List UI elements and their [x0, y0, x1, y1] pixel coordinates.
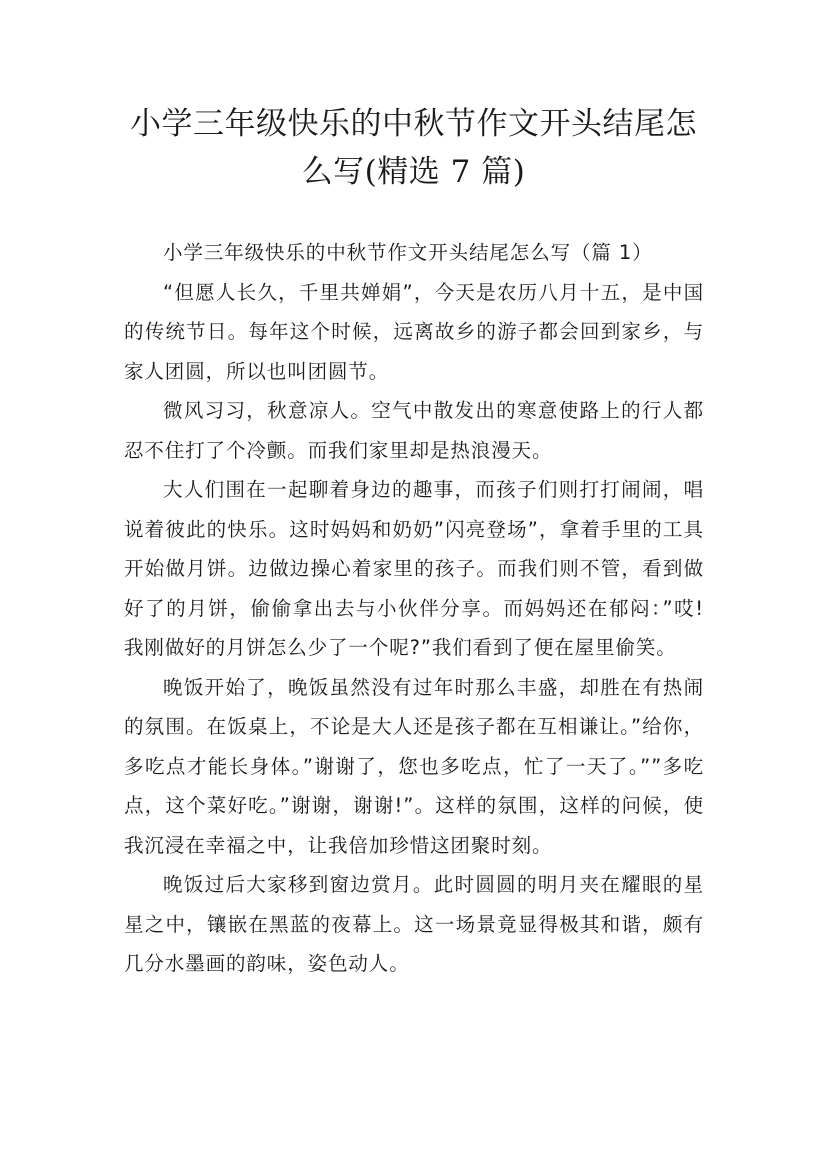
paragraph-2: 微风习习，秋意凉人。空气中散发出的寒意使路上的行人都忍不住打了个冷颤。而我们家里却是热浪漫天。 [124, 399, 704, 462]
paragraph-3: 大人们围在一起聊着身边的趣事，而孩子们则打打闹闹，唱说着彼此的快乐。这时妈妈和奶奶”闪亮登场”，拿着手里的工具开始做月饼。边做边操心着家里的孩子。而我们则不管，看到做好了的月饼，偷偷拿出去与小伙伴分享。而妈妈还在郁闷：”哎!我刚做好的月饼怎么少了一个呢?”我们看到了便在屋里偷笑。 [124, 478, 704, 659]
document-title: 小学三年级快乐的中秋节作文开头结尾怎么写(精选 7 篇) [130, 106, 697, 190]
paragraph-4: 晚饭开始了，晚饭虽然没有过年时那么丰盛，却胜在有热闹的氛围。在饭桌上，不论是大人还是孩子都在互相谦让。”给你，多吃点才能长身体。”谢谢了，您也多吃点，忙了一天了。””多吃点，这个菜好吃。”谢谢，谢谢!”。这样的氛围，这样的问候，使我沉浸在幸福之中，让我倍加珍惜这团聚时刻。 [124, 675, 704, 857]
paragraph-5: 晚饭过后大家移到窗边赏月。此时圆圆的明月夹在耀眼的星星之中，镶嵌在黑蓝的夜幕上。这一场景竟显得极其和谐，颇有几分水墨画的韵味，姿色动人。 [124, 873, 704, 975]
section-heading: 小学三年级快乐的中秋节作文开头结尾怎么写（篇 1） [163, 241, 653, 264]
document-body [124, 233, 704, 984]
paragraph-1: “但愿人长久，千里共婵娟”，今天是农历八月十五，是中国的传统节日。每年这个时候，远离故乡的游子都会回到家乡，与家人团圆，所以也叫团圆节。 [124, 280, 704, 383]
